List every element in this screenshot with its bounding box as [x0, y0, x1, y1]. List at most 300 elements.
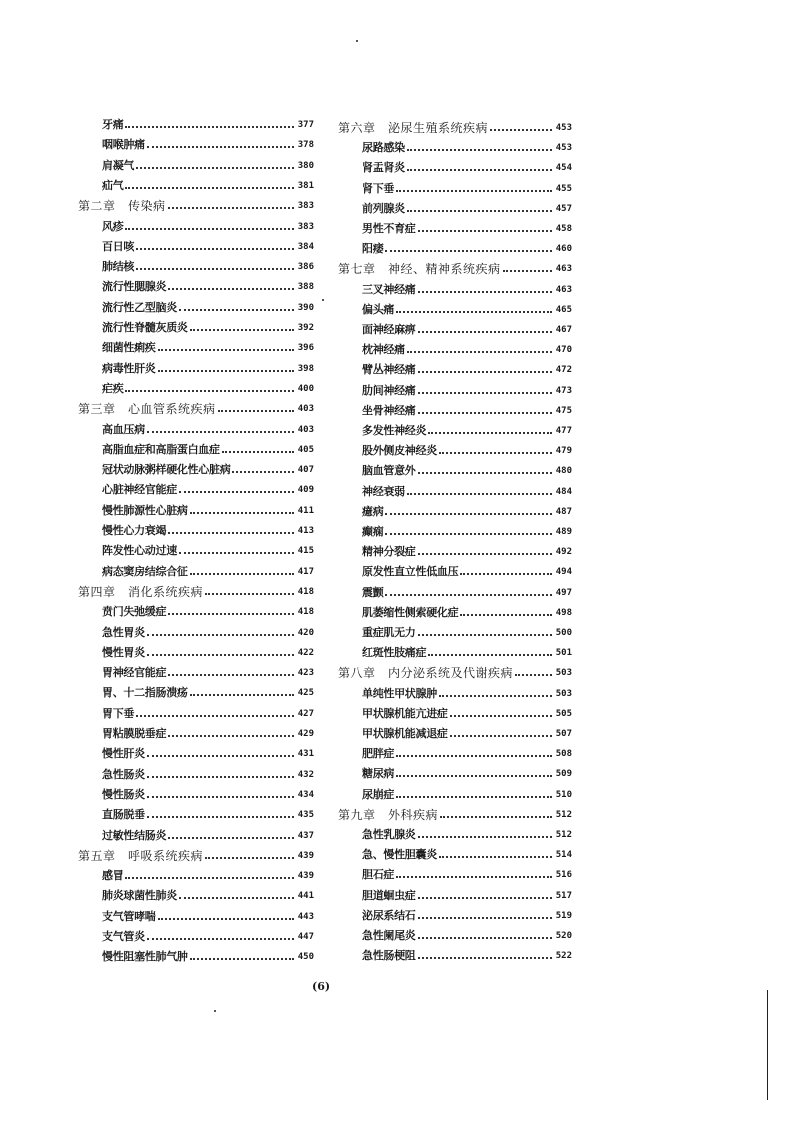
- toc-entry-row: [78, 827, 314, 843]
- dot-leader: [418, 412, 552, 414]
- dot-leader: [439, 452, 552, 454]
- toc-page-number: 380: [297, 160, 314, 171]
- toc-page-number: 453: [555, 123, 572, 133]
- toc-title: 直肠脱垂: [102, 808, 145, 822]
- dot-leader: [168, 735, 294, 737]
- toc-page-number: 472: [555, 365, 572, 376]
- toc-entry-row: [78, 867, 314, 883]
- dot-leader: [418, 937, 552, 939]
- toc-page-number: 473: [555, 385, 572, 396]
- dot-leader: [439, 856, 552, 858]
- toc-page-number: 417: [297, 566, 314, 577]
- toc-title: 慢性阻塞性肺气肿: [102, 950, 188, 964]
- toc-title: 冠状动脉粥样硬化性心脏病: [102, 463, 231, 477]
- toc-title: 急性肠炎: [102, 767, 145, 781]
- toc-title: 高血压病: [102, 422, 145, 436]
- toc-entry-row: [78, 502, 314, 518]
- toc-entry-row: [338, 382, 572, 398]
- toc-entry-row: [78, 177, 314, 193]
- toc-entry-row: [338, 725, 572, 741]
- toc-entry-row: [338, 402, 572, 418]
- dot-leader: [190, 958, 294, 960]
- toc-page-number: 460: [555, 244, 572, 255]
- toc-entry-row: [338, 685, 572, 701]
- toc-entry-row: [78, 116, 314, 132]
- toc-entry-row: [78, 664, 314, 680]
- toc-page-number: 477: [555, 426, 572, 436]
- toc-page-number: 377: [297, 120, 314, 130]
- toc-page-number: 458: [555, 224, 572, 234]
- toc-page-number: 407: [297, 465, 314, 476]
- toc-title: 糖尿病: [362, 767, 395, 781]
- toc-title: 尿路感染: [362, 141, 405, 155]
- dot-leader: [385, 513, 551, 515]
- toc-title: 第九章 外科疾病: [338, 807, 439, 822]
- toc-entry-row: [78, 278, 314, 294]
- dot-leader: [125, 877, 293, 879]
- toc-title: 疝气: [102, 178, 124, 192]
- toc-title: 百日咳: [102, 239, 135, 253]
- toc-title: 尿崩症: [362, 787, 395, 801]
- toc-entry-row: [338, 927, 572, 943]
- toc-title: 病毒性肝炎: [102, 361, 156, 375]
- toc-title: 肺炎球菌性肺炎: [102, 889, 177, 903]
- toc-page-number: 383: [297, 221, 314, 232]
- toc-page-number: 398: [297, 363, 314, 374]
- toc-page-number: 516: [555, 870, 572, 881]
- dot-leader: [147, 938, 294, 940]
- toc-title: 神经衰弱: [362, 484, 405, 498]
- dot-leader: [147, 755, 294, 757]
- dot-leader: [147, 776, 294, 778]
- toc-entry-row: [78, 218, 314, 234]
- toc-chapter-row: [338, 806, 572, 822]
- toc-title: 细菌性痢疾: [102, 341, 156, 355]
- toc-title: 慢性胃炎: [102, 645, 145, 659]
- toc-title: 疟疾: [102, 381, 124, 395]
- toc-entry-row: [78, 684, 314, 700]
- toc-entry-row: [338, 745, 572, 761]
- toc-page-number: 503: [555, 688, 572, 699]
- toc-page-number: 522: [555, 951, 572, 962]
- dot-leader: [190, 694, 294, 696]
- toc-page-number: 409: [297, 485, 314, 496]
- toc-title: 枕神经痛: [362, 343, 405, 357]
- dot-leader: [205, 857, 294, 859]
- toc-title: 感冒: [102, 869, 124, 883]
- toc-page-number: 454: [555, 163, 572, 174]
- toc-title: 重症肌无力: [362, 626, 416, 639]
- dot-leader: [158, 349, 294, 351]
- toc-entry-row: [78, 766, 314, 782]
- toc-title: 急性胃炎: [102, 625, 145, 639]
- toc-page-number: 403: [297, 424, 314, 435]
- toc-page-number: 437: [297, 830, 314, 841]
- toc-page-number: 390: [297, 302, 314, 313]
- toc-title: 第六章 泌尿生殖系统疾病: [338, 121, 489, 135]
- toc-page-number: 501: [555, 648, 572, 659]
- toc-entry-row: [78, 806, 314, 822]
- toc-page-number: 425: [297, 688, 314, 699]
- toc-entry-row: [338, 523, 572, 539]
- toc-entry-row: [338, 200, 572, 216]
- toc-title: 肾下垂: [362, 181, 395, 195]
- toc-page-number: 480: [555, 466, 572, 477]
- toc-title: 第五章 呼吸系统疾病: [78, 848, 204, 863]
- toc-entry-row: [338, 301, 572, 317]
- toc-entry-row: [338, 765, 572, 781]
- dot-leader: [418, 291, 552, 293]
- dot-leader: [136, 248, 294, 250]
- toc-entry-row: [338, 240, 572, 256]
- toc-page-number: 434: [297, 789, 314, 800]
- toc-page-number: 509: [555, 769, 572, 780]
- toc-title: 癔病: [362, 504, 384, 518]
- dot-leader: [396, 190, 552, 192]
- toc-page-number: 422: [297, 647, 314, 658]
- toc-title: 原发性直立性低血压: [362, 565, 459, 579]
- toc-title: 红斑性肢痛症: [362, 646, 427, 660]
- toc-chapter-row: [338, 664, 572, 680]
- toc-title: 胆道蛔虫症: [362, 888, 416, 902]
- toc-entry-row: [338, 846, 572, 862]
- toc-entry-row: [338, 281, 572, 297]
- toc-title: 流行性腮腺炎: [102, 280, 167, 294]
- toc-page-number: 500: [555, 628, 572, 638]
- toc-title: 慢性肝炎: [102, 747, 145, 761]
- toc-entry-row: [338, 159, 572, 175]
- dot-leader: [147, 816, 294, 818]
- toc-title: 病态窦房结综合征: [102, 564, 188, 578]
- toc-entry-row: [338, 584, 572, 600]
- dot-leader: [407, 169, 552, 171]
- toc-page-number: 463: [555, 264, 572, 275]
- toc-entry-row: [78, 644, 314, 660]
- toc-page-number: 497: [555, 587, 572, 598]
- dot-leader: [450, 715, 552, 717]
- toc-entry-row: [78, 725, 314, 741]
- toc-entry-row: [78, 948, 314, 964]
- toc-entry-row: [338, 644, 572, 660]
- dot-leader: [418, 371, 552, 373]
- toc-title: 三叉神经痛: [362, 282, 416, 296]
- toc-title: 支气管哮喘: [102, 909, 156, 923]
- toc-title: 胃、十二指肠溃疡: [102, 686, 188, 700]
- toc-entry-row: [78, 887, 314, 903]
- toc-title: 多发性神经炎: [362, 424, 427, 437]
- toc-page-number: 489: [555, 527, 572, 537]
- dot-leader: [168, 288, 294, 290]
- dot-leader: [503, 270, 552, 272]
- dot-leader: [418, 836, 552, 838]
- dot-leader: [396, 755, 552, 757]
- toc-entry-row: [78, 705, 314, 721]
- toc-entry-row: [78, 786, 314, 802]
- toc-title: 坐骨神经痛: [362, 403, 416, 417]
- dot-leader: [396, 796, 552, 798]
- toc-entry-row: [78, 339, 314, 355]
- toc-title: 肺结核: [102, 260, 135, 274]
- toc-title: 胃神经官能症: [102, 666, 167, 680]
- toc-title: 高脂血症和高脂蛋白血症: [102, 442, 220, 456]
- toc-entry-row: [78, 157, 314, 173]
- toc-title: 胃下垂: [102, 706, 135, 720]
- toc-title: 脑血管意外: [362, 464, 416, 478]
- toc-entry-row: [78, 421, 314, 437]
- dot-leader: [418, 897, 552, 899]
- dot-leader: [407, 210, 552, 212]
- toc-page-number: 415: [297, 546, 314, 557]
- toc-entry-row: [78, 481, 314, 497]
- toc-page-number: 457: [555, 203, 572, 214]
- toc-title: 肋间神经痛: [362, 383, 416, 397]
- dot-leader: [428, 654, 552, 656]
- dot-leader: [407, 351, 552, 353]
- dot-leader: [125, 187, 293, 189]
- toc-title: 阵发性心动过速: [102, 544, 177, 558]
- toc-page-number: 508: [555, 749, 572, 760]
- toc-page-number: 465: [555, 304, 572, 315]
- toc-entry-row: [338, 442, 572, 458]
- toc-title: 第八章 内分泌系统及代谢疾病: [338, 666, 514, 681]
- toc-page-number: 418: [297, 586, 314, 597]
- toc-title: 过敏性结肠炎: [102, 828, 167, 842]
- dot-leader: [418, 472, 552, 474]
- toc-title: 慢性肺源性心脏病: [102, 503, 188, 517]
- dot-leader: [418, 331, 552, 333]
- toc-page-number: 429: [297, 729, 314, 739]
- dot-leader: [147, 146, 294, 148]
- toc-entry-row: [78, 563, 314, 579]
- toc-entry-row: [78, 522, 314, 538]
- toc-title: 支气管炎: [102, 930, 145, 943]
- toc-entry-row: [338, 220, 572, 236]
- toc-title: 流行性脊髓灰质炎: [102, 321, 188, 334]
- toc-entry-row: [338, 705, 572, 721]
- toc-title: 胆石症: [362, 868, 395, 882]
- toc-title: 贲门失弛缓症: [102, 605, 167, 619]
- dot-leader: [179, 491, 294, 493]
- scan-speck: [356, 40, 358, 42]
- toc-page-number: 450: [297, 952, 314, 963]
- toc-title: 流行性乙型脑炎: [102, 300, 177, 314]
- dot-leader: [450, 735, 552, 737]
- toc-page-number: 463: [555, 284, 572, 295]
- toc-entry-row: [338, 907, 572, 923]
- toc-page-number: 494: [555, 567, 572, 578]
- toc-title: 泌尿系结石: [362, 908, 416, 922]
- toc-entry-row: [78, 258, 314, 274]
- toc-entry-row: [78, 908, 314, 924]
- dot-leader: [205, 593, 294, 595]
- dot-leader: [407, 149, 552, 151]
- toc-entry-row: [338, 563, 572, 579]
- dot-leader: [460, 614, 551, 616]
- toc-title: 震颤: [362, 585, 384, 599]
- dot-leader: [385, 533, 551, 535]
- toc-entry-row: [338, 483, 572, 499]
- scan-speck: [214, 1010, 216, 1012]
- toc-chapter-row: [78, 847, 314, 863]
- toc-entry-row: [78, 380, 314, 396]
- toc-page-number: 392: [297, 323, 314, 333]
- toc-page-number: 403: [297, 404, 314, 415]
- dot-leader: [396, 876, 552, 878]
- dot-leader: [147, 796, 294, 798]
- toc-title: 第三章 心血管系统疾病: [78, 402, 216, 417]
- dot-leader: [136, 268, 294, 270]
- toc-entry-row: [338, 503, 572, 519]
- toc-page-number: 510: [555, 789, 572, 800]
- dot-leader: [168, 532, 294, 534]
- dot-leader: [232, 471, 293, 473]
- toc-page-number: 514: [555, 850, 572, 861]
- toc-chapter-row: [78, 583, 314, 599]
- toc-page-number: 505: [555, 708, 572, 719]
- toc-chapter-row: [338, 119, 572, 135]
- toc-title: 偏头痛: [362, 302, 395, 316]
- dot-leader: [168, 837, 294, 839]
- toc-entry-row: [78, 542, 314, 558]
- toc-page-number: 411: [297, 505, 314, 516]
- dot-leader: [418, 230, 552, 232]
- toc-entry-row: [78, 461, 314, 477]
- toc-title: 急性肠梗阻: [362, 949, 416, 963]
- toc-entry-row: [338, 887, 572, 903]
- toc-entry-row: [338, 786, 572, 802]
- toc-page-number: 498: [555, 607, 572, 618]
- toc-page-number: 470: [555, 345, 572, 356]
- toc-entry-row: [338, 321, 572, 337]
- dot-leader: [158, 918, 294, 920]
- dot-leader: [147, 634, 294, 636]
- dot-leader: [490, 129, 552, 131]
- toc-title: 急性乳腺炎: [362, 828, 416, 841]
- dot-leader: [179, 552, 294, 554]
- toc-entry-row: [338, 361, 572, 377]
- toc-page-number: 487: [555, 506, 572, 517]
- toc-page-number: 475: [555, 405, 572, 416]
- toc-title: 单纯性甲状腺肿: [362, 686, 437, 700]
- dot-leader: [396, 311, 552, 313]
- toc-page-number: 520: [555, 931, 572, 941]
- dot-leader: [396, 775, 552, 777]
- toc-title: 第二章 传染病: [78, 199, 166, 214]
- toc-page-number: 427: [297, 708, 314, 719]
- toc-entry-row: [338, 604, 572, 620]
- toc-page-number: 432: [297, 769, 314, 780]
- toc-title: 慢性肠炎: [102, 787, 145, 801]
- toc-page-number: 388: [297, 282, 314, 293]
- toc-entry-row: [78, 299, 314, 315]
- toc-entry-row: [78, 319, 314, 335]
- dot-leader: [179, 309, 294, 311]
- toc-page-number: 435: [297, 810, 314, 821]
- dot-leader: [136, 167, 294, 169]
- toc-title: 风疹: [102, 219, 124, 233]
- dot-leader: [407, 493, 552, 495]
- toc-page-number: 439: [297, 871, 314, 882]
- toc-entry-row: [78, 745, 314, 761]
- toc-entry-row: [78, 238, 314, 254]
- dot-leader: [385, 250, 551, 252]
- toc-title: 胃粘膜脱垂症: [102, 727, 167, 740]
- toc-entry-row: [338, 543, 572, 559]
- toc-page-number: 400: [297, 383, 314, 394]
- dot-leader: [168, 674, 294, 676]
- toc-title: 阳痿: [362, 242, 384, 256]
- toc-page-number: 453: [555, 143, 572, 154]
- toc-title: 第七章 神经、精神系统疾病: [338, 262, 501, 277]
- toc-title: 牙痛: [102, 118, 124, 131]
- toc-entry-row: [338, 826, 572, 842]
- dot-leader: [147, 431, 294, 433]
- dot-leader: [222, 451, 294, 453]
- dot-leader: [168, 207, 294, 209]
- dot-leader: [125, 228, 293, 230]
- toc-chapter-row: [78, 400, 314, 416]
- toc-title: 第四章 消化系统疾病: [78, 584, 204, 599]
- dot-leader: [179, 897, 294, 899]
- toc-entry-row: [78, 624, 314, 640]
- toc-page-number: 431: [297, 749, 314, 760]
- toc-title: 急性阑尾炎: [362, 929, 416, 942]
- toc-page-number: 503: [555, 668, 572, 679]
- dot-leader: [147, 654, 294, 656]
- scan-speck: [322, 299, 324, 301]
- toc-page-number: 512: [555, 830, 572, 840]
- toc-entry-row: [338, 341, 572, 357]
- dot-leader: [428, 432, 552, 434]
- toc-entry-row: [78, 360, 314, 376]
- toc-title: 精神分裂症: [362, 545, 416, 559]
- toc-entry-row: [338, 866, 572, 882]
- dot-leader: [418, 957, 552, 959]
- toc-entry-row: [78, 441, 314, 457]
- toc-page-number: 378: [297, 140, 314, 151]
- toc-page-number: 467: [555, 325, 572, 335]
- dot-leader: [418, 392, 552, 394]
- toc-title: 肌萎缩性侧索硬化症: [362, 605, 459, 619]
- toc-title: 臂丛神经痛: [362, 363, 416, 377]
- toc-title: 股外侧皮神经炎: [362, 444, 437, 458]
- toc-title: 急、慢性胆囊炎: [362, 848, 437, 862]
- toc-page-number: 512: [555, 809, 572, 820]
- dot-leader: [158, 370, 294, 372]
- toc-title: 心脏神经官能症: [102, 483, 177, 497]
- dot-leader: [418, 553, 552, 555]
- toc-entry-row: [338, 180, 572, 196]
- toc-page-number: 492: [555, 547, 572, 558]
- dot-leader: [385, 594, 551, 596]
- scan-edge-line: [767, 990, 768, 1100]
- toc-entry-row: [338, 139, 572, 155]
- toc-title: 咽喉肿痛: [102, 138, 145, 152]
- toc-page-number: 484: [555, 486, 572, 497]
- toc-title: 癫痫: [362, 525, 384, 538]
- toc-page-number: 381: [297, 180, 314, 191]
- dot-leader: [515, 674, 552, 676]
- dot-leader: [190, 512, 294, 514]
- toc-title: 肥胖症: [362, 747, 395, 761]
- toc-page-number: 479: [555, 446, 572, 457]
- toc-page-number: 507: [555, 729, 572, 739]
- toc-page-number: 405: [297, 444, 314, 455]
- toc-title: 面神经麻痹: [362, 323, 416, 336]
- toc-page-number: 396: [297, 343, 314, 354]
- dot-leader: [168, 613, 294, 615]
- toc-title: 甲状腺机能亢进症: [362, 706, 448, 720]
